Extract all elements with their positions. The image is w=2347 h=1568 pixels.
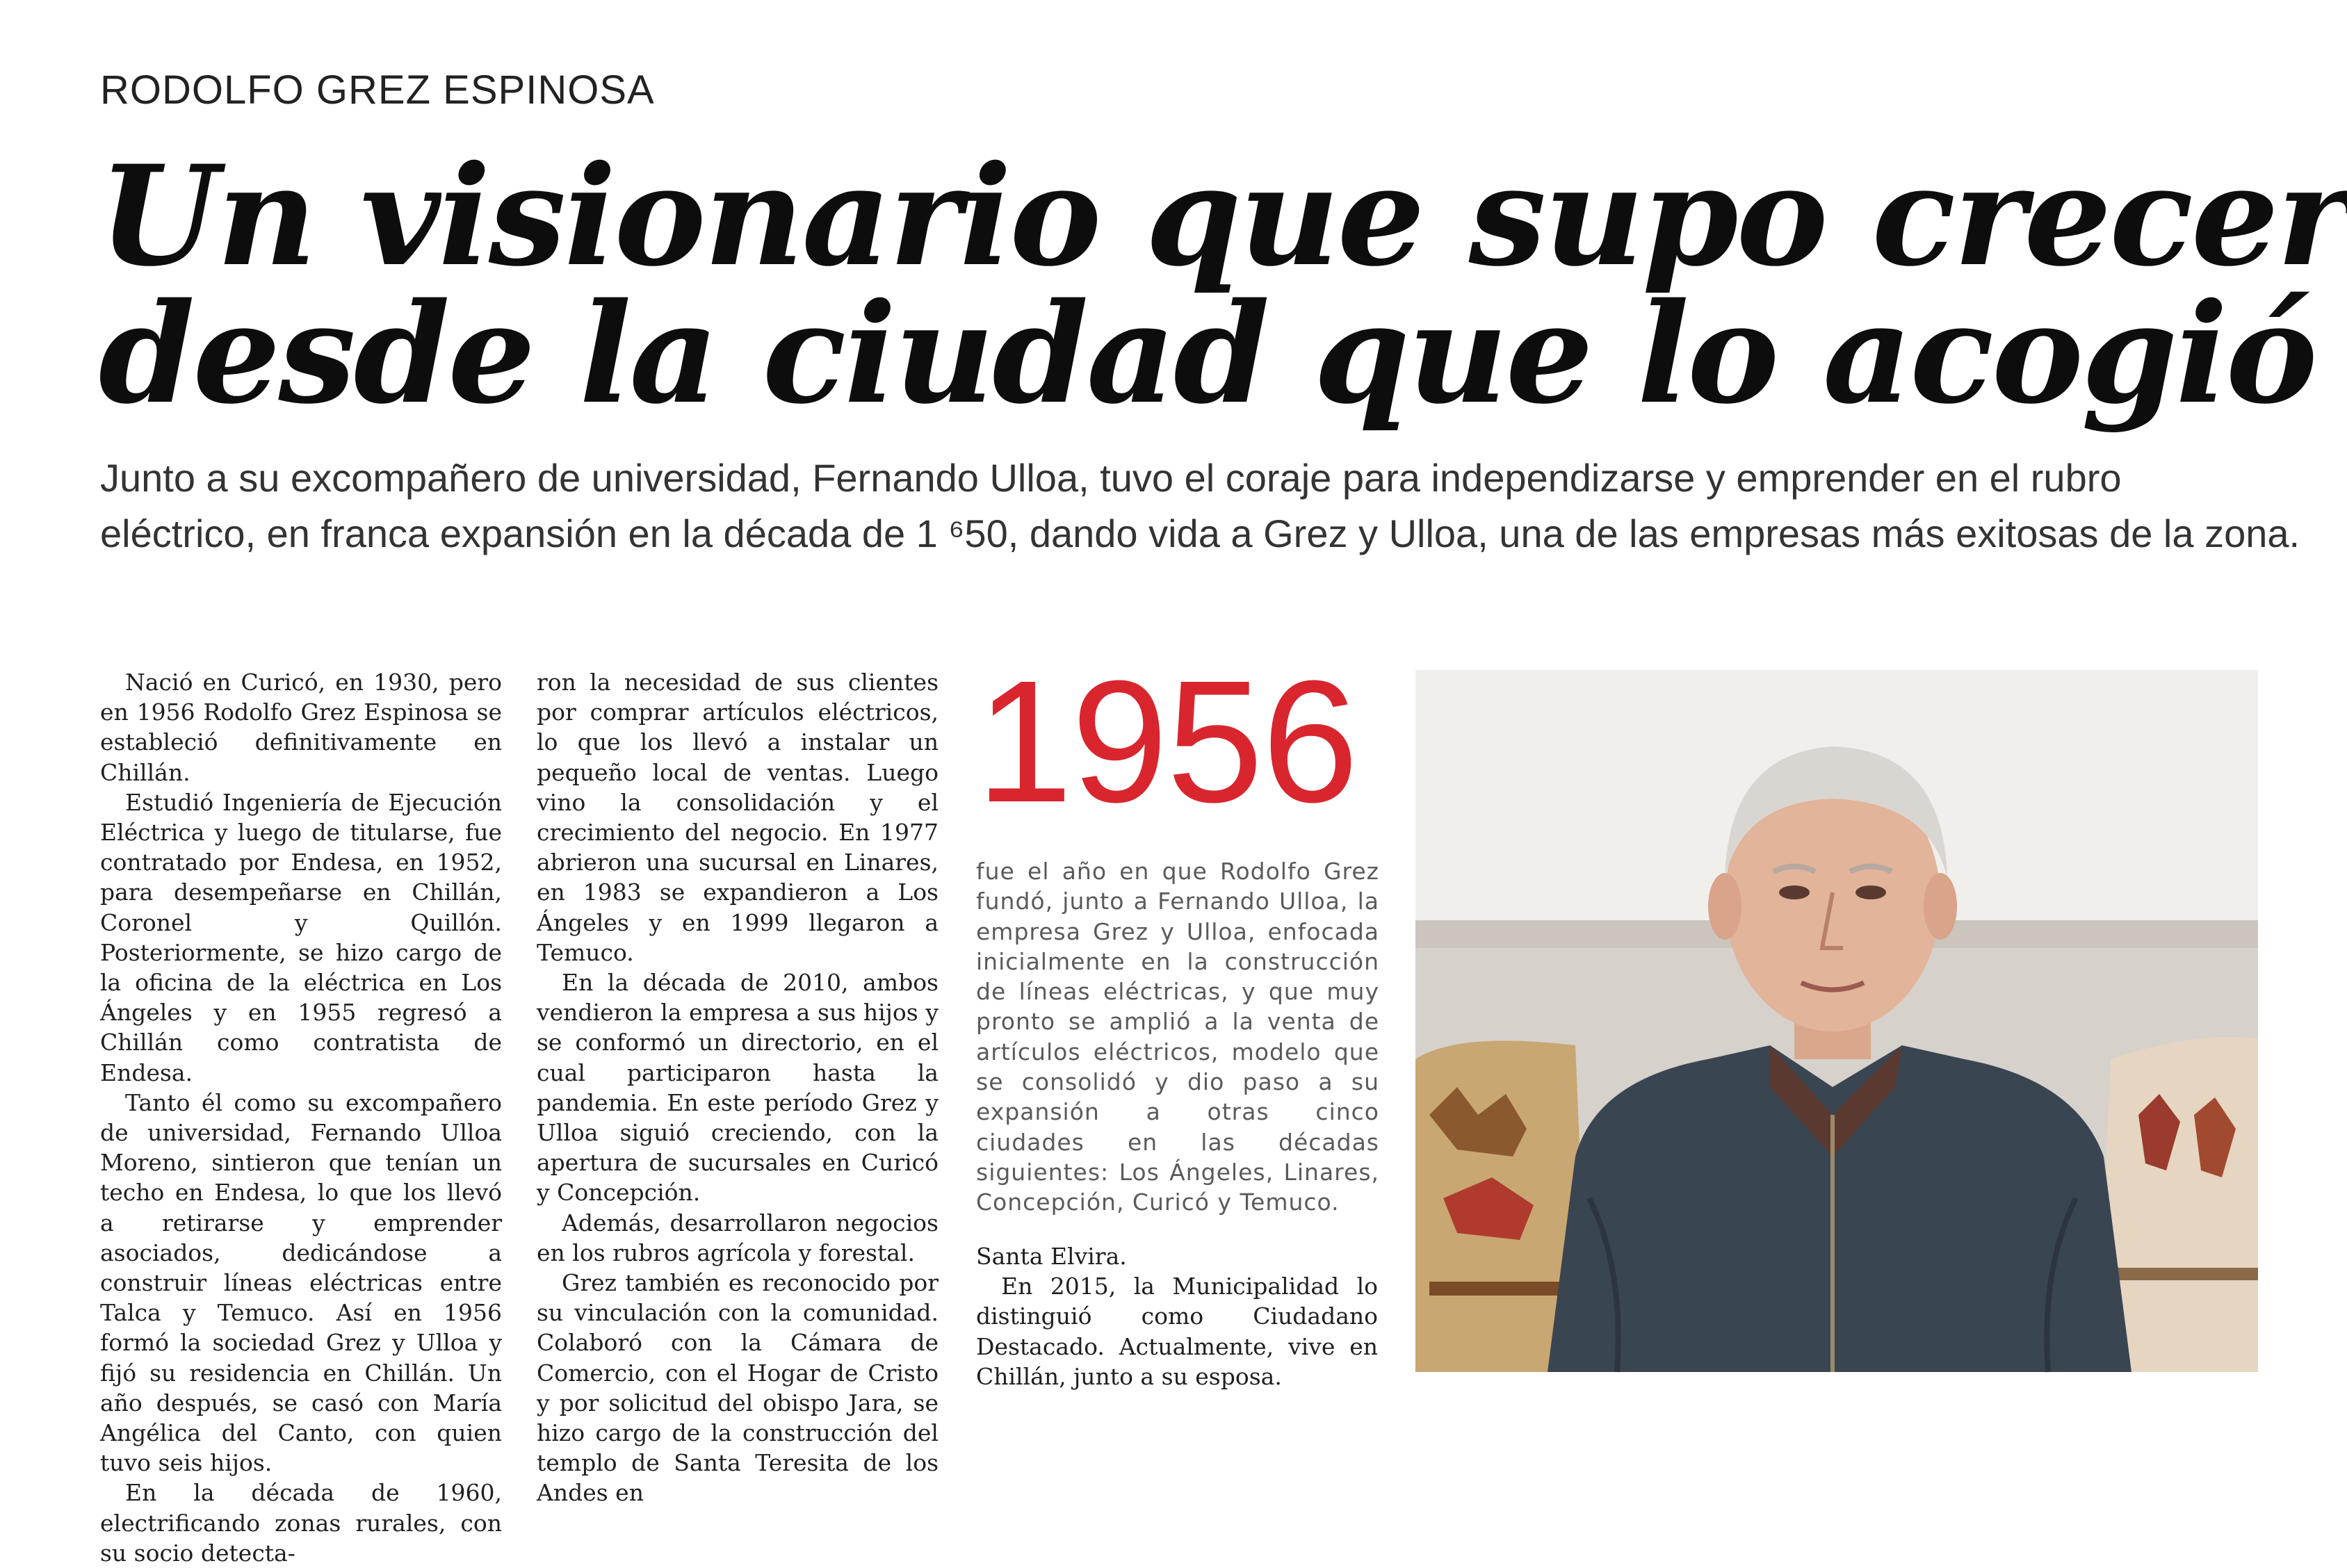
body-column-1 [100, 667, 502, 1567]
paragraph: Santa Elvira. [976, 1243, 1127, 1270]
paragraph: Además, desarrollaron negocios en los rubros agrícola y forestal. [537, 1209, 939, 1266]
highlight-caption: fue el año en que Rodolfo Grez fundó, junto a Fernando Ulloa, la empresa Grez y Ulloa, enfocada inicialmente en la construcción de líneas eléctricas, y que muy pronto se amplió a la venta de artículos eléctricos, modelo que se consolidó y dio paso a su expansión a otras cinco ciudades en las décadas siguientes: Los Ángeles, Linares, Concepción, Curicó y Temuco. [976, 858, 1379, 1216]
paragraph: Tanto él como su excompañero de universidad, Fernando Ulloa Moreno, sintieron que tenían un techo en Endesa, lo que los llevó a retirarse y emprender asociados, dedicándose a construir líneas eléctricas entre Talca y Temuco. Así en 1956 formó la sociedad Grez y Ulloa y fijó su residencia en Chillán. Un año después, se casó con María Angélica del Canto, con quien tuvo seis hijos. [100, 1088, 502, 1477]
paragraph: En la década de 1960, electrificando zonas rurales, con su socio detecta- [100, 1479, 502, 1567]
highlight-year: 1956 [976, 644, 1358, 838]
deck-line-1: Junto a su excompañero de universidad, Fernando Ulloa, tuvo el coraje para independizarse y emprender en el rubro [100, 456, 2122, 500]
kicker: RODOLFO GREZ ESPINOSA [100, 67, 655, 113]
portrait-photo [1415, 670, 2258, 1372]
body-column-3 [976, 1241, 1378, 1390]
paragraph: ron la necesidad de sus clientes por comprar artículos eléctricos, lo que los llevó a instalar un pequeño local de ventas. Luego vino la consolidación y el crecimiento del negocio. En 1977 abrieron una sucursal en Linares, en 1983 se expandieron a Los Ángeles y en 1999 llegaron a Temuco. [537, 669, 939, 966]
paragraph: Nació en Curicó, en 1930, pero en 1956 Rodolfo Grez Espinosa se estableció definitivamente en Chillán. [100, 669, 502, 786]
deck-line-2: eléctrico, en franca expansión en la década de 1 ⁶50, dando vida a Grez y Ulloa, una de las empresas más exitosas de la zona. [100, 512, 2300, 555]
deck [100, 450, 2300, 562]
paragraph: Estudió Ingeniería de Ejecución Eléctrica y luego de titularse, fue contratado por Endesa, en 1952, para desempeñarse en Chillán, Coronel y Quillón. Posteriormente, se hizo cargo de la oficina de la eléctrica en Los Ángeles y en 1955 regresó a Chillán como contratista de Endesa. [100, 788, 502, 1086]
paragraph: En la década de 2010, ambos vendieron la empresa a sus hijos y se conformó un directorio, en el cual participaron hasta la pandemia. En este período Grez y Ulloa siguió creciendo, con la apertura de sucursales en Curicó y Concepción. [537, 969, 939, 1207]
paragraph: Grez también es reconocido por su vinculación con la comunidad. Colaboró con la Cámara de Comercio, con el Hogar de Cristo y por solicitud del obispo Jara, se hizo cargo de la construcción del templo de Santa Teresita de los Andes en [537, 1269, 939, 1507]
headline-line-2: desde la ciudad que lo acogió [99, 272, 2316, 434]
body-column-2 [537, 667, 939, 1507]
paragraph: En 2015, la Municipalidad lo distinguió como Ciudadano Destacado. Actualmente, vive en Chillán, junto a su esposa. [976, 1273, 1378, 1390]
headline [99, 135, 2347, 434]
headline-line-1: Un visionario que supo crecer [99, 135, 2347, 297]
portrait-photo-icon [1415, 670, 2258, 1372]
